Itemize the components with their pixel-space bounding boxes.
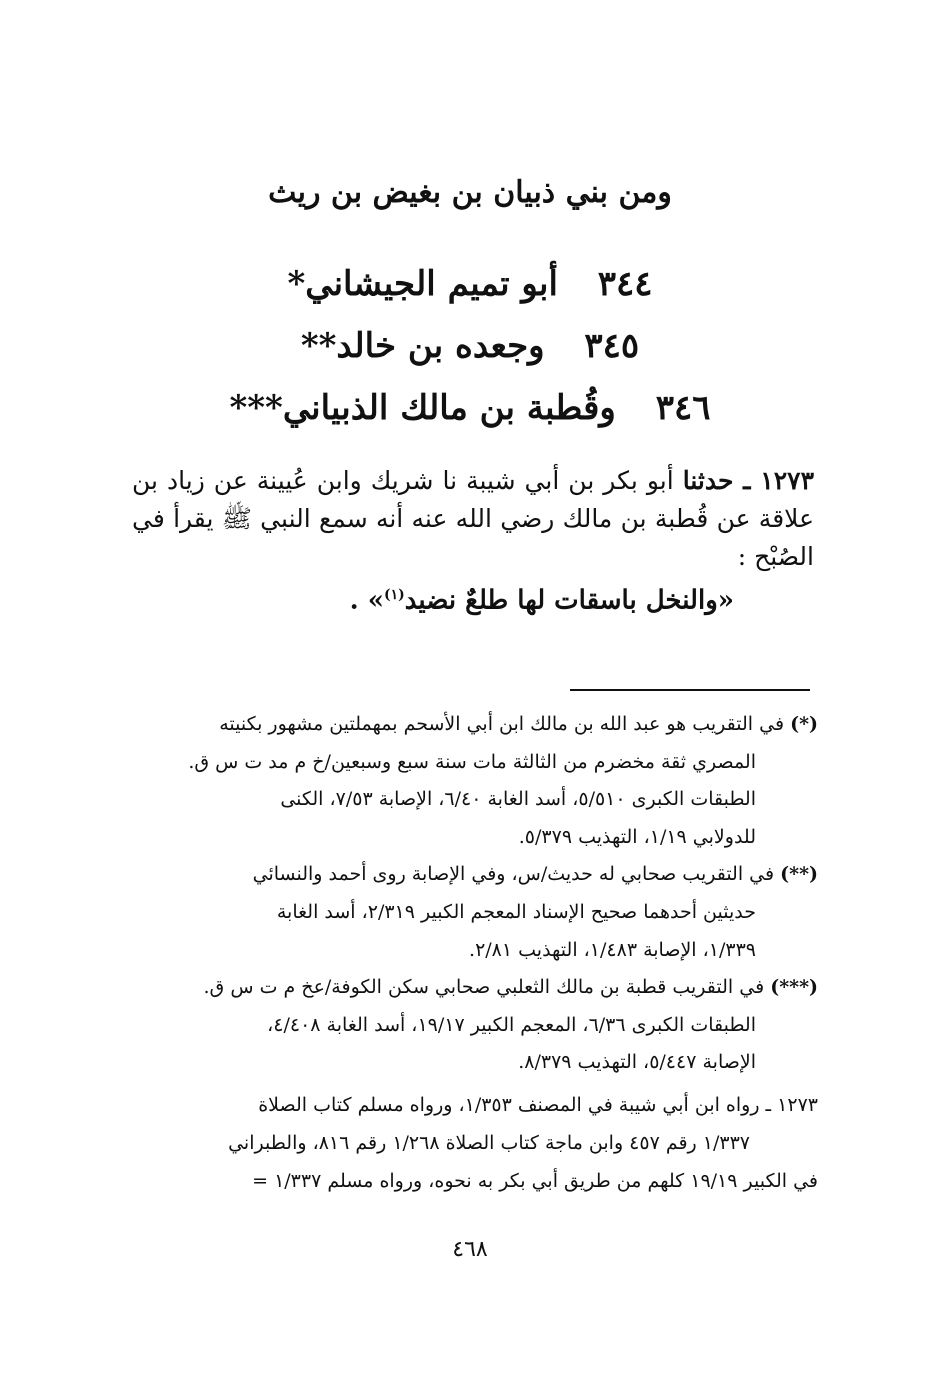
footnote-text: في التقريب صحابي له حديث/س، وفي الإصابة روى أحمد والنسائي	[252, 863, 775, 886]
footnote-marker: (*)	[790, 713, 818, 735]
page-number: ٤٦٨	[452, 1237, 488, 1262]
footnote-line: الإصابة ٥/٤٤٧، التهذيب ٨/٣٧٩.	[518, 1051, 756, 1074]
section-title: ومن بني ذبيان بن بغيض بن ريث	[268, 175, 672, 210]
footnote-line	[140, 969, 818, 1007]
entry-344	[200, 256, 740, 312]
entry-name: وجعده بن خالد**	[300, 326, 545, 366]
footnote-line: حديثين أحدهما صحيح الإسناد المعجم الكبير ٢/٣١٩، أسد الغابة	[276, 900, 756, 923]
entry-number: ٣٤٥	[584, 326, 640, 366]
entry-345	[200, 318, 740, 374]
footnote-3	[140, 969, 818, 1082]
footnote-line: للدولابي ١/١٩، التهذيب ٥/٣٧٩.	[518, 825, 756, 848]
footnote-marker: (**)	[780, 863, 818, 886]
hadith-reference	[118, 1086, 818, 1200]
hadith-body: أبو بكر بن أبي شيبة نا شريك وابن عُيينة عن زياد بن علاقة عن قُطبة بن مالك رضي الله عنه أنه سمع النبي ﷺ يقرأ في الصُبْح :	[132, 466, 814, 571]
hadith-text	[132, 462, 814, 620]
entry-name: أبو تميم الجيشاني*	[287, 264, 558, 304]
reference-line: في الكبير ١٩/١٩ كلهم من طريق أبي بكر به نحوه، ورواه مسلم ١/٣٣٧ =	[252, 1170, 818, 1192]
footnote-text: في التقريب قطبة بن مالك الثعلبي صحابي سكن الكوفة/عخ م ت س ق.	[203, 976, 765, 999]
reference-line: ١/٣٣٧ رقم ٤٥٧ وابن ماجة كتاب الصلاة ١/٢٦٨ رقم ٨١٦، والطبراني	[228, 1132, 750, 1154]
footnote-line	[140, 706, 818, 744]
footnotes	[140, 706, 818, 1082]
entry-number: ٣٤٤	[597, 264, 653, 304]
quran-verse	[132, 576, 814, 620]
footnote-marker: (***)	[770, 976, 818, 999]
footnote-text: في التقريب هو عبد الله بن مالك ابن أبي الأسحم بمهملتين مشهور بكنيته	[219, 713, 785, 735]
entry-name: وقُطبة بن مالك الذبياني***	[229, 388, 616, 428]
hadith-lead: ١٢٧٣ ـ حدثنا	[682, 466, 814, 495]
footnote-1	[140, 706, 818, 856]
footnote-line	[140, 856, 818, 894]
footnote-2	[140, 856, 818, 969]
entry-346	[200, 380, 740, 436]
reference-line: ١٢٧٣ ـ رواه ابن أبي شيبة في المصنف ١/٣٥٣، ورواه مسلم كتاب الصلاة	[258, 1094, 818, 1116]
footnote-line: المصري ثقة مخضرم من الثالثة مات سنة سبع وسبعين/خ م مد ت س ق.	[188, 750, 756, 773]
verse-text: «والنخل باسقات لها طلعٌ نضيد	[404, 585, 734, 616]
footnote-line: الطبقات الكبرى ٥/٥١٠، أسد الغابة ٦/٤٠، الإصابة ٧/٥٣، الكنى	[280, 788, 756, 811]
footnote-divider	[570, 689, 810, 691]
footnote-line: ١/٣٣٩، الإصابة ١/٤٨٣، التهذيب ٢/٨١.	[469, 938, 756, 961]
footnote-marker: (١)	[384, 587, 405, 603]
footnote-line: الطبقات الكبرى ٦/٣٦، المعجم الكبير ١٩/١٧، أسد الغابة ٤/٤٠٨،	[267, 1013, 756, 1036]
entry-number: ٣٤٦	[655, 388, 711, 428]
verse-end: » .	[349, 585, 384, 616]
